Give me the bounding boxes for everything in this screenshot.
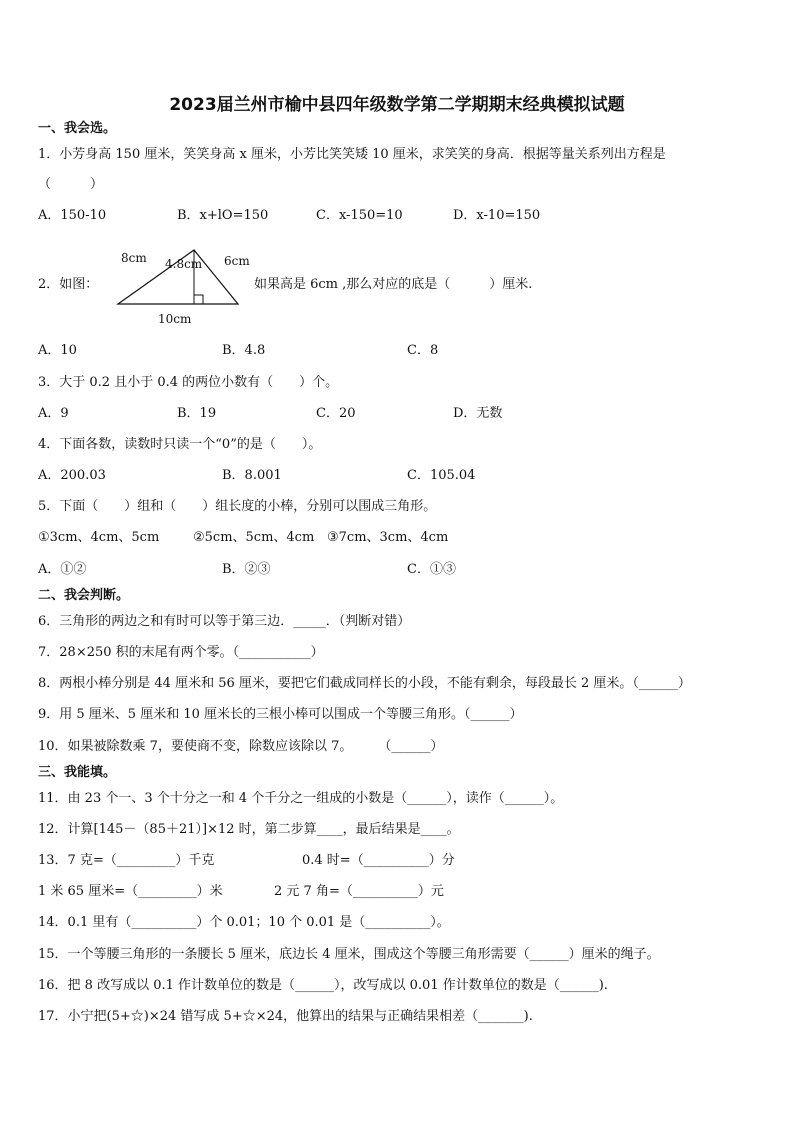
section-heading-judge: 二、我会判断。	[38, 588, 130, 603]
question-5-option-a: A．①②	[38, 562, 87, 577]
question-9-text: 9．用 5 厘米、5 厘米和 10 厘米长的三根小棒可以围成一个等腰三角形。（______）	[38, 707, 523, 722]
question-1-option-b: B．x+lO=150	[177, 208, 269, 223]
question-1-blank: （ ）	[38, 177, 104, 192]
question-14-text: 14．0.1 里有（__________）个 0.01；10 个 0.01 是（__________）。	[38, 915, 450, 930]
page-title: 2023届兰州市榆中县四年级数学第二学期期末经典模拟试题	[169, 95, 625, 115]
question-2-prefix: 2．如图：	[38, 277, 99, 292]
question-5-text: 5．下面（ ）组和（ ）组长度的小棒，分别可以围成三角形。	[38, 499, 437, 514]
triangle-left-side-label: 8cm	[121, 251, 147, 265]
question-4-option-a: A．200.03	[38, 468, 106, 483]
question-2-text: 如果高是 6cm ,那么对应的底是（ ）厘米.	[254, 277, 533, 292]
triangle-base-label: 10cm	[158, 312, 192, 326]
question-1-option-a: A．150-10	[38, 208, 107, 223]
question-3-option-c: C．20	[316, 406, 356, 421]
question-6-text: 6．三角形的两边之和有时可以等于第三边．_____．（判断对错）	[38, 614, 411, 629]
section-heading-fill: 三、我能填。	[38, 765, 117, 780]
question-1-text: 1．小芳身高 150 厘米，笑笑身高 x 厘米，小芳比笑笑矮 10 厘米，求笑笑的身高．根据等量关系列出方程是	[38, 147, 666, 162]
question-3-option-d: D．无数	[453, 406, 503, 421]
question-2-option-c: C．8	[407, 343, 439, 358]
question-3-text: 3．大于 0.2 且小于 0.4 的两位小数有（ ）个。	[38, 375, 339, 390]
question-4-text: 4．下面各数，读数时只读一个“0”的是（ ）。	[38, 437, 322, 452]
question-10-text: 10．如果被除数乘 7，要使商不变，除数应该除以 7。 （______）	[38, 739, 444, 754]
question-16-text: 16．把 8 改写成以 0.1 作计数单位的数是（______），改写成以 0.01 作计数单位的数是（______).	[38, 978, 608, 993]
question-4-option-c: C．105.04	[407, 468, 476, 483]
question-11-text: 11．由 23 个一、3 个十分之一和 4 个千分之一组成的小数是（______），读作（______）。	[38, 791, 564, 806]
question-5-option-c: C．①③	[407, 562, 456, 577]
question-5-option-b: B．②③	[222, 562, 271, 577]
question-3-option-b: B．19	[177, 406, 217, 421]
question-4-option-b: B．8.001	[222, 468, 282, 483]
question-13-part-a: 13．7 克=（_________）千克	[38, 853, 215, 868]
question-2-option-b: B．4.8	[222, 343, 266, 358]
question-5-group-2: ②5cm、5cm、4cm	[193, 530, 315, 545]
question-12-text: 12．计算[145－（85＋21）]×12 时，第二步算____，最后结果是____。	[38, 822, 460, 837]
question-13-part-c: 1 米 65 厘米=（_________）米	[38, 884, 223, 899]
section-heading-choice: 一、我会选。	[38, 121, 117, 136]
question-5-group-3: ③7cm、3cm、4cm	[327, 530, 449, 545]
question-5-group-1: ①3cm、4cm、5cm	[38, 530, 160, 545]
question-15-text: 15．一个等腰三角形的一条腰长 5 厘米，底边长 4 厘米，围成这个等腰三角形需要（______）厘米的绳子。	[38, 947, 660, 962]
question-1-option-c: C．x-150=10	[316, 208, 403, 223]
triangle-right-side-label: 6cm	[224, 254, 250, 268]
question-2-option-a: A．10	[38, 343, 77, 358]
question-13-part-b: 0.4 时=（__________）分	[302, 853, 455, 868]
question-3-option-a: A．9	[38, 406, 69, 421]
question-13-part-d: 2 元 7 角=（__________）元	[274, 884, 444, 899]
question-17-text: 17．小宁把(5+☆)×24 错写成 5+☆×24，他算出的结果与正确结果相差（_______).	[38, 1009, 533, 1024]
question-7-text: 7．28×250 积的末尾有两个零。（___________）	[38, 645, 324, 660]
question-8-text: 8．两根小棒分别是 44 厘米和 56 厘米，要把它们截成同样长的小段，不能有剩余，每段最长 2 厘米。（______）	[38, 676, 691, 691]
triangle-height-label: 4.8cm	[165, 257, 203, 271]
question-1-option-d: D．x-10=150	[453, 208, 541, 223]
